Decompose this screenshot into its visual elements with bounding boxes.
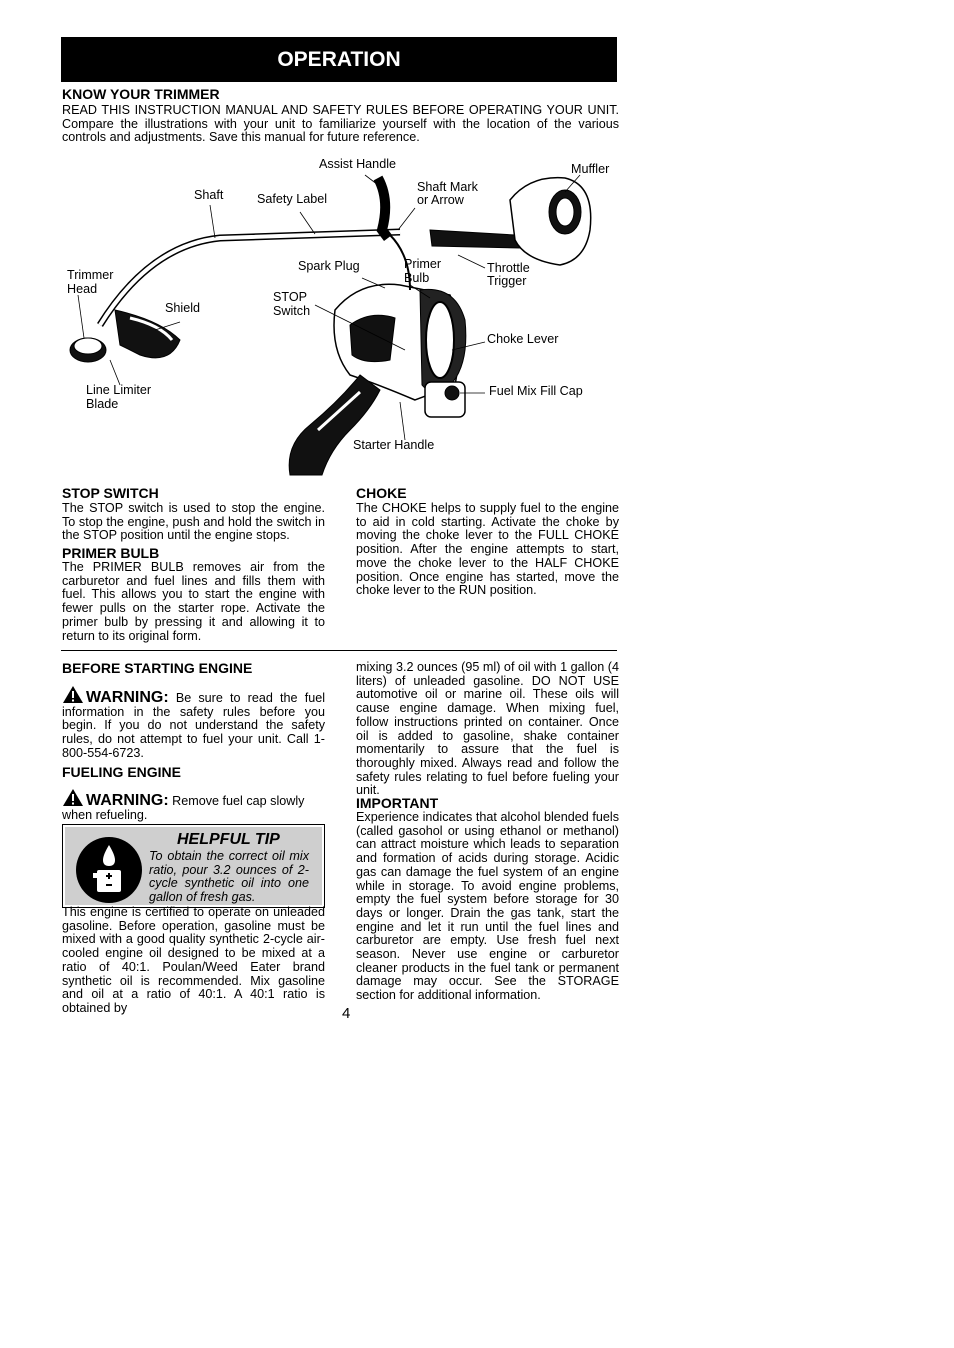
label-shaft: Shaft xyxy=(194,188,224,202)
primer-bulb-heading: PRIMER BULB xyxy=(62,545,160,561)
label-safety-label: Safety Label xyxy=(257,192,328,206)
know-heading: KNOW YOUR TRIMMER xyxy=(62,86,220,102)
helpful-tip-title: HELPFUL TIP xyxy=(177,831,280,848)
fuel-text: This engine is certified to operate on unleaded gasoline. Before operation, gasoline must be mixed with a good quality synthetic 2-cycle air-cooled engine oil designed to be mixed at a ratio of 40:1. Poulan/Weed Eater brand synthetic oil is recommended. Mix gasoline and oil at a ratio of 40:1. A 40:1 ratio is obtained by xyxy=(62,905,325,1015)
important-text: Experience indicates that alcohol blended fuels (called gasohol or using ethanol or methanol) can attract moisture which leads to separation and formation of acids during storage. Acidic gas can damage the fuel system of an engine while in storage. To avoid engine problems, empty the fuel system before storage for 30 days or longer. Drain the gas tank, start the engine and let it run until the fuel lines and carburetor are empty. Use fresh fuel next season. Never use engine or carburetor cleaner products in the fuel tank or permanent damage may occur. See the STORAGE section for additional information. xyxy=(356,810,619,1003)
fueling-heading: FUELING ENGINE xyxy=(62,764,182,780)
helpful-tip-box xyxy=(62,824,325,908)
label-throttle-1: Throttle xyxy=(487,261,530,275)
label-shield: Shield xyxy=(165,301,201,315)
label-shaft-mark-1: Shaft Mark xyxy=(417,180,478,194)
before-starting-warning xyxy=(62,685,325,761)
label-shaft-mark-2: or Arrow xyxy=(417,193,464,207)
label-spark-plug: Spark Plug xyxy=(298,259,360,273)
before-starting-heading: BEFORE STARTING ENGINE xyxy=(62,660,253,676)
label-choke-lever: Choke Lever xyxy=(487,332,559,346)
stop-switch-heading: STOP SWITCH xyxy=(62,485,159,501)
primer-bulb-text: The PRIMER BULB removes air from the carburetor and fuel lines and fills them with fuel. This allows you to start the engine with fewer pulls on the starter rope. Activate the primer bulb by pressing it and allowing it to return to its original form. xyxy=(62,560,325,643)
warning-text: Remove fuel cap slowly when refueling. xyxy=(62,794,305,822)
warning-triangle-icon xyxy=(62,685,84,704)
label-primer-2: Bulb xyxy=(404,271,430,285)
choke-heading: CHOKE xyxy=(356,485,407,501)
label-line-limiter-2: Blade xyxy=(86,397,119,411)
choke-text: The CHOKE helps to supply fuel to the engine to aid in cold starting. Activate the choke by moving the choke lever to the FULL CHOKE position. After the engine attempts to start, move the choke lever to the HALF CHOKE position. Once engine has started, move the choke lever to the RUN position. xyxy=(356,501,619,598)
page-title-banner xyxy=(61,37,617,82)
label-starter-handle: Starter Handle xyxy=(353,438,435,452)
trimmer-diagram xyxy=(60,157,620,482)
label-assist-handle: Assist Handle xyxy=(319,157,396,171)
warning-triangle-icon xyxy=(62,788,84,807)
label-primer-1: Primer xyxy=(404,257,442,271)
label-stop-2: Switch xyxy=(273,304,311,318)
important-heading: IMPORTANT xyxy=(356,795,439,811)
label-trimmer-head-2: Head xyxy=(67,282,98,296)
label-trimmer-head-1: Trimmer xyxy=(67,268,114,282)
label-muffler: Muffler xyxy=(571,162,610,176)
helpful-tip-text: To obtain the correct oil mix ratio, pour 3.2 ounces of 2-cycle synthetic oil into one gallon of fresh gas. xyxy=(149,849,309,904)
label-stop-1: STOP xyxy=(273,290,308,304)
page-number: 4 xyxy=(342,1005,351,1022)
mixing-text: mixing 3.2 ounces (95 ml) of oil with 1 gallon (4 liters) of unleaded gasoline. DO NOT USE automotive oil or marine oil. These oils will cause engine damage. When mixing fuel, follow instructions printed on container. Once oil is added to gasoline, shake container momentarily to assure that the fuel is thoroughly mixed. Always read and follow the safety rules relating to fuel before fueling your unit. xyxy=(356,660,619,798)
warning-text: Be sure to read the fuel information in the safety rules before you begin. If you do not understand the safety rules, do not attempt to fuel your unit. Call 1-800-554-6723. xyxy=(62,691,325,760)
warning-label: WARNING: xyxy=(86,792,169,809)
label-fuel-cap: Fuel Mix Fill Cap xyxy=(489,384,583,398)
fueling-warning xyxy=(62,788,325,822)
stop-switch-text: The STOP switch is used to stop the engine. To stop the engine, push and hold the switch in the STOP position until the engine stops. xyxy=(62,501,325,543)
page-title: OPERATION xyxy=(277,47,401,71)
fuel-can-icon xyxy=(73,835,145,905)
label-line-limiter-1: Line Limiter xyxy=(86,383,152,397)
section-divider xyxy=(61,650,617,651)
warning-label: WARNING: xyxy=(86,689,169,706)
label-throttle-2: Trigger xyxy=(487,274,527,288)
know-text: READ THIS INSTRUCTION MANUAL AND SAFETY RULES BEFORE OPERATING YOUR UNIT. Compare the illustrations with your unit to familiarize yourself with the location of the various controls and adjustments. Save this manual for future reference. xyxy=(62,103,619,145)
